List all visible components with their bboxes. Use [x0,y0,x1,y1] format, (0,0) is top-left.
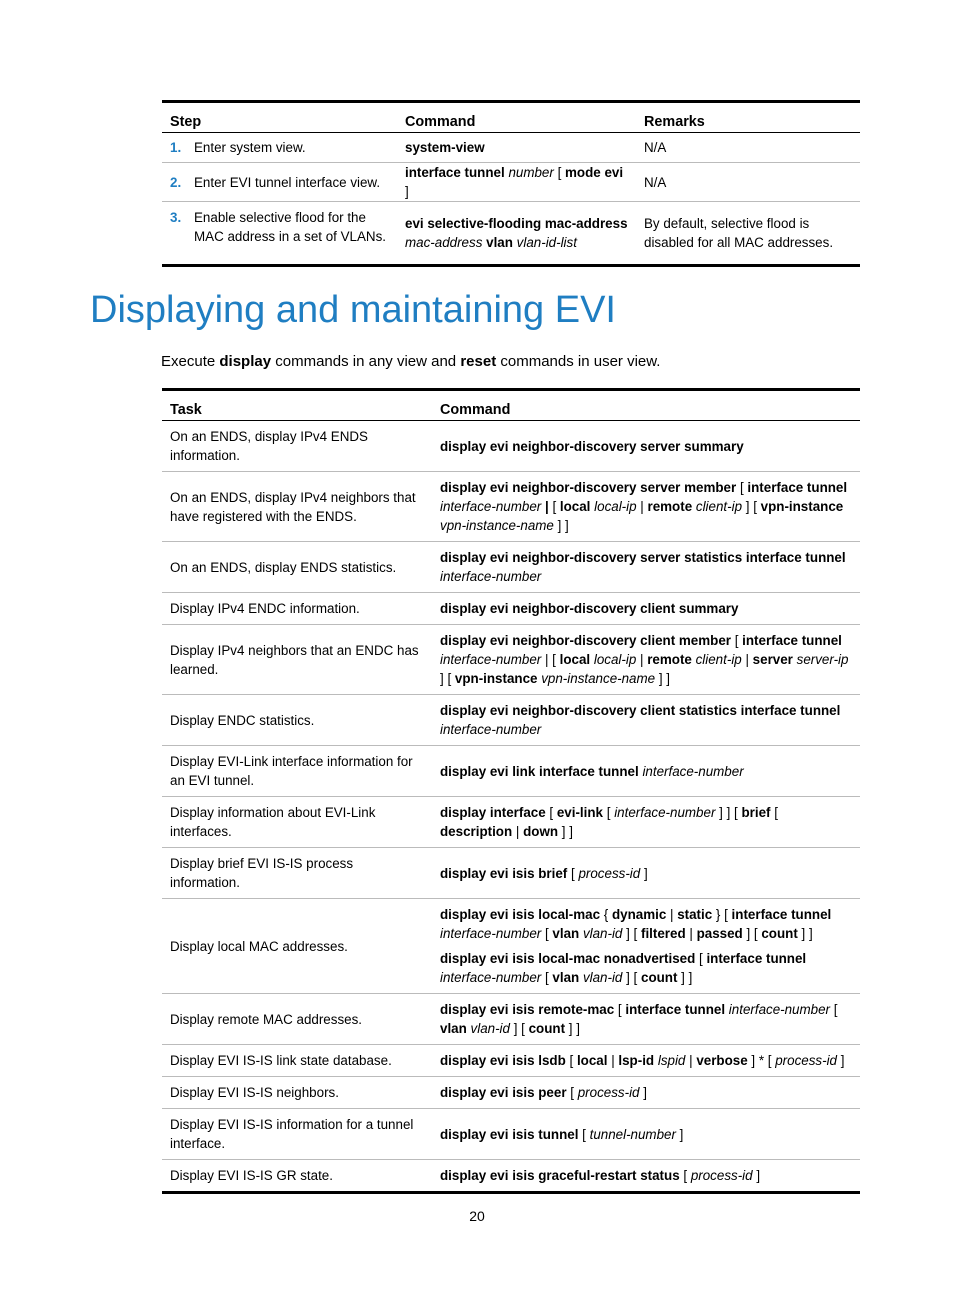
table-row [162,593,860,625]
task-description: On an ENDS, display IPv4 neighbors that have registered with the ENDS. [162,472,432,542]
argument: vpn-instance-name [440,518,554,533]
task-description: Display EVI IS-IS neighbors. [162,1077,432,1109]
text-segment: [ [770,805,778,820]
text-segment: ] [405,184,409,199]
keyword: vlan [486,235,513,250]
text-segment: [ [578,1126,590,1142]
command-line [440,1166,852,1185]
text-segment: ] [639,1085,647,1100]
argument: process-id [775,1053,837,1068]
keyword: local [559,499,591,514]
text-segment: commands in any view and [271,353,461,370]
text-segment: ] [ [622,926,641,941]
keyword: count [528,1021,566,1036]
keyword: display evi link interface tunnel [440,763,639,779]
task-command [432,746,860,797]
step-command [397,133,636,163]
table-row [162,848,860,899]
keyword: lsp-id [618,1053,655,1068]
task-command [432,542,860,593]
text-segment: [ [695,951,707,966]
text-segment: ] ] [655,671,670,686]
step-remarks: N/A [636,133,860,163]
text-segment: ] ] [565,1021,580,1036]
header-step: Step [162,102,397,133]
task-description: Display ENDC statistics. [162,695,432,746]
keyword: server [752,652,793,667]
task-command [432,899,860,994]
argument: vpn-instance-name [541,671,656,686]
table-row [162,746,860,797]
keyword: filtered [641,926,686,941]
keyword: display evi neighbor-discovery server summary [440,438,744,454]
task-command [432,421,860,472]
text-segment: [ [603,805,615,820]
argument: interface-number [440,926,542,941]
text-segment: [ [545,805,557,820]
task-description: Display brief EVI IS-IS process information. [162,848,432,899]
table-row [162,1077,860,1109]
task-description: Display local MAC addresses. [162,899,432,994]
command-line [440,864,852,883]
text-segment: { [600,907,612,922]
table-row [162,625,860,695]
argument: interface-number [614,805,716,820]
text-segment: ] [ [622,970,641,985]
keyword: evi selective-flooding mac-address [405,216,628,231]
text-segment: [ [541,970,553,985]
argument: interface-number [440,970,542,985]
text-segment: ] ] [558,824,573,839]
page-number: 20 [469,1208,485,1224]
text-segment: ] [837,1053,845,1068]
keyword: reset [460,353,497,370]
text-segment: ] ] [553,518,569,533]
text-segment: | [636,499,648,514]
text-segment: ] [ [509,1021,529,1036]
keyword: local [576,1053,608,1068]
configuration-steps-table [162,100,860,267]
keyword: interface tunnel [706,951,807,966]
keyword: passed [696,926,743,941]
task-command [432,1160,860,1193]
argument: interface-number [642,763,744,779]
text-segment: | [636,652,648,667]
text-segment: [ [736,480,748,495]
step-description: Enter system view. [194,133,397,163]
header-command: Command [432,390,860,421]
text-segment: [ [730,633,743,648]
keyword: interface tunnel [742,633,842,648]
text-segment: | [685,926,697,941]
text-segment: ] [752,1168,761,1183]
step-description: Enter EVI tunnel interface view. [194,163,397,202]
keyword: display evi neighbor-discovery client summary [440,601,739,616]
task-description: Display IPv4 neighbors that an ENDC has learned. [162,625,432,695]
keyword: interface tunnel [625,1002,726,1017]
command-line [440,631,852,688]
keyword: evi-link [556,805,604,820]
command-line [440,548,852,586]
step-number: 3. [170,210,182,225]
argument: process-id [577,1085,640,1100]
keyword: display evi isis remote-mac [440,1002,615,1017]
keyword: interface tunnel [747,480,848,495]
argument: process-id [578,865,641,881]
task-description: Display information about EVI-Link interfaces. [162,797,432,848]
text-segment: [ [830,1002,838,1017]
task-command [432,1077,860,1109]
keyword: vlan [440,1021,467,1036]
argument: lspid [657,1053,686,1068]
text-segment: [ [541,926,553,941]
step-remarks: By default, selective flood is disabled for all MAC addresses. [644,216,834,250]
argument: vlan-id [470,1021,510,1036]
task-command [432,797,860,848]
argument: client-ip [695,499,743,514]
argument: vlan-id-list [516,235,577,250]
keyword: display evi isis local-mac nonadvertised [440,951,696,966]
keyword: remote [647,499,693,514]
keyword: down [523,824,559,839]
command-line [440,949,852,987]
argument: local-ip [593,652,637,667]
keyword: brief [741,805,771,820]
keyword: count [761,926,798,941]
argument: tunnel-number [589,1126,676,1142]
text-segment: } [ [712,907,732,922]
keyword: display evi isis local-mac [440,907,601,922]
argument: process-id [690,1168,753,1183]
argument: interface-number [440,652,542,667]
step-number: 1. [162,133,194,163]
task-command [432,1109,860,1160]
command-line [440,478,852,535]
task-description: On an ENDS, display IPv4 ENDS information. [162,421,432,472]
intro-paragraph [161,352,660,372]
keyword: display evi neighbor-discovery server statistics interface tunnel [440,550,846,565]
table-header-row [162,102,860,133]
task-description: On an ENDS, display ENDS statistics. [162,542,432,593]
argument: interface-number [440,569,542,584]
table-row [162,1045,860,1077]
keyword: local [559,652,591,667]
step-remarks: N/A [636,163,860,202]
text-segment: ] [ [440,671,455,686]
header-command: Command [397,102,636,133]
table-row [162,695,860,746]
text-segment: [ [614,1002,626,1017]
keyword: display evi neighbor-discovery client member [440,633,731,648]
table-row [162,163,860,202]
text-segment: | [607,1053,619,1068]
keyword: count [641,970,678,985]
text-segment: [ [566,1085,578,1100]
argument: interface-number [728,1002,831,1017]
command-line [440,762,852,781]
keyword: vlan [552,926,580,941]
keyword: verbose [696,1053,748,1068]
keyword: remote [647,652,692,667]
table-header-row [162,390,860,421]
command-line [440,1000,852,1038]
command-line [440,803,852,841]
argument: number [504,165,554,180]
argument: local-ip [594,499,637,514]
table-row [162,542,860,593]
task-command [432,593,860,625]
argument: client-ip [695,652,742,667]
text-segment: ] [640,865,648,881]
text-segment: | [741,652,753,667]
command-line [440,1125,852,1144]
keyword: vlan [552,970,580,985]
keyword: dynamic [611,907,667,922]
keyword: interface tunnel [405,165,505,180]
table-row [162,472,860,542]
task-description: Display EVI-Link interface information for an EVI tunnel. [162,746,432,797]
task-command [432,848,860,899]
argument: vlan-id [582,970,623,985]
text-segment: ] [ [742,499,761,514]
argument: server-ip [796,652,849,667]
command-line [440,701,852,739]
keyword: display evi isis graceful-restart status [440,1168,680,1183]
keyword: display evi isis lsdb [440,1053,566,1068]
text-segment: [ [567,865,579,881]
step-description: Enable selective flood for the MAC address in a set of VLANs. [194,210,387,244]
command-line [440,1083,852,1102]
text-segment: ] ] [677,970,693,985]
task-command [432,472,860,542]
command-line [440,1051,852,1070]
text-segment: [ [679,1168,691,1183]
table-row [162,899,860,994]
keyword: display evi neighbor-discovery server member [440,480,737,495]
command-line [440,437,852,456]
command-line [405,138,628,157]
keyword: mode evi [565,165,624,180]
text-segment: ] * [ [747,1053,776,1068]
command-line [440,905,852,943]
keyword: display evi isis peer [440,1085,567,1100]
table-row [162,133,860,163]
task-description: Display EVI IS-IS information for a tunnel interface. [162,1109,432,1160]
keyword: vpn-instance [760,499,844,514]
text-segment: [ [548,499,560,514]
step-command [397,163,636,202]
text-segment: ] [ [742,926,762,941]
task-command [432,695,860,746]
text-segment: [ [565,1053,577,1068]
header-task: Task [162,390,432,421]
task-description: Display EVI IS-IS GR state. [170,1168,333,1183]
keyword: display interface [440,805,546,820]
text-segment: | [512,824,524,839]
argument: interface-number [440,499,542,514]
argument: interface-number [440,722,542,737]
text-segment: | [ [541,652,560,667]
step-command [397,202,636,266]
text-segment: | [666,907,678,922]
text-segment: commands in user view. [496,353,661,370]
text-segment: ] [675,1126,684,1142]
table-row [162,1109,860,1160]
table-row [162,797,860,848]
text-segment: ] ] [797,926,813,941]
keyword: vpn-instance [454,671,538,686]
keyword: display evi isis tunnel [440,1126,579,1142]
keyword: display evi neighbor-discovery client statistics interface tunnel [440,703,841,718]
keyword: static [677,907,713,922]
task-command [432,625,860,695]
keyword: interface tunnel [731,907,832,922]
header-remarks: Remarks [636,102,860,133]
section-heading: Displaying and maintaining EVI [90,289,616,331]
command-line [405,163,628,201]
task-description: Display EVI IS-IS link state database. [162,1045,432,1077]
text-segment: Execute [161,353,220,370]
command-line [405,214,628,252]
display-commands-table [162,388,860,1194]
task-command [432,1045,860,1077]
argument: vlan-id [582,926,623,941]
text-segment: [ [553,165,566,180]
task-command [432,994,860,1045]
keyword: | [544,499,549,514]
table-row [162,1160,860,1193]
table-row [162,202,860,266]
keyword: display evi isis brief [440,865,568,881]
table-row [162,421,860,472]
command-line [440,599,852,618]
task-description: Display remote MAC addresses. [162,994,432,1045]
step-number: 2. [162,163,194,202]
text-segment: ] ] [ [715,805,742,820]
argument: mac-address [405,235,483,250]
keyword: description [440,824,513,839]
task-description: Display IPv4 ENDC information. [162,593,432,625]
keyword: display [219,353,272,370]
table-row [162,994,860,1045]
keyword: system-view [405,140,485,155]
text-segment: | [685,1053,697,1068]
